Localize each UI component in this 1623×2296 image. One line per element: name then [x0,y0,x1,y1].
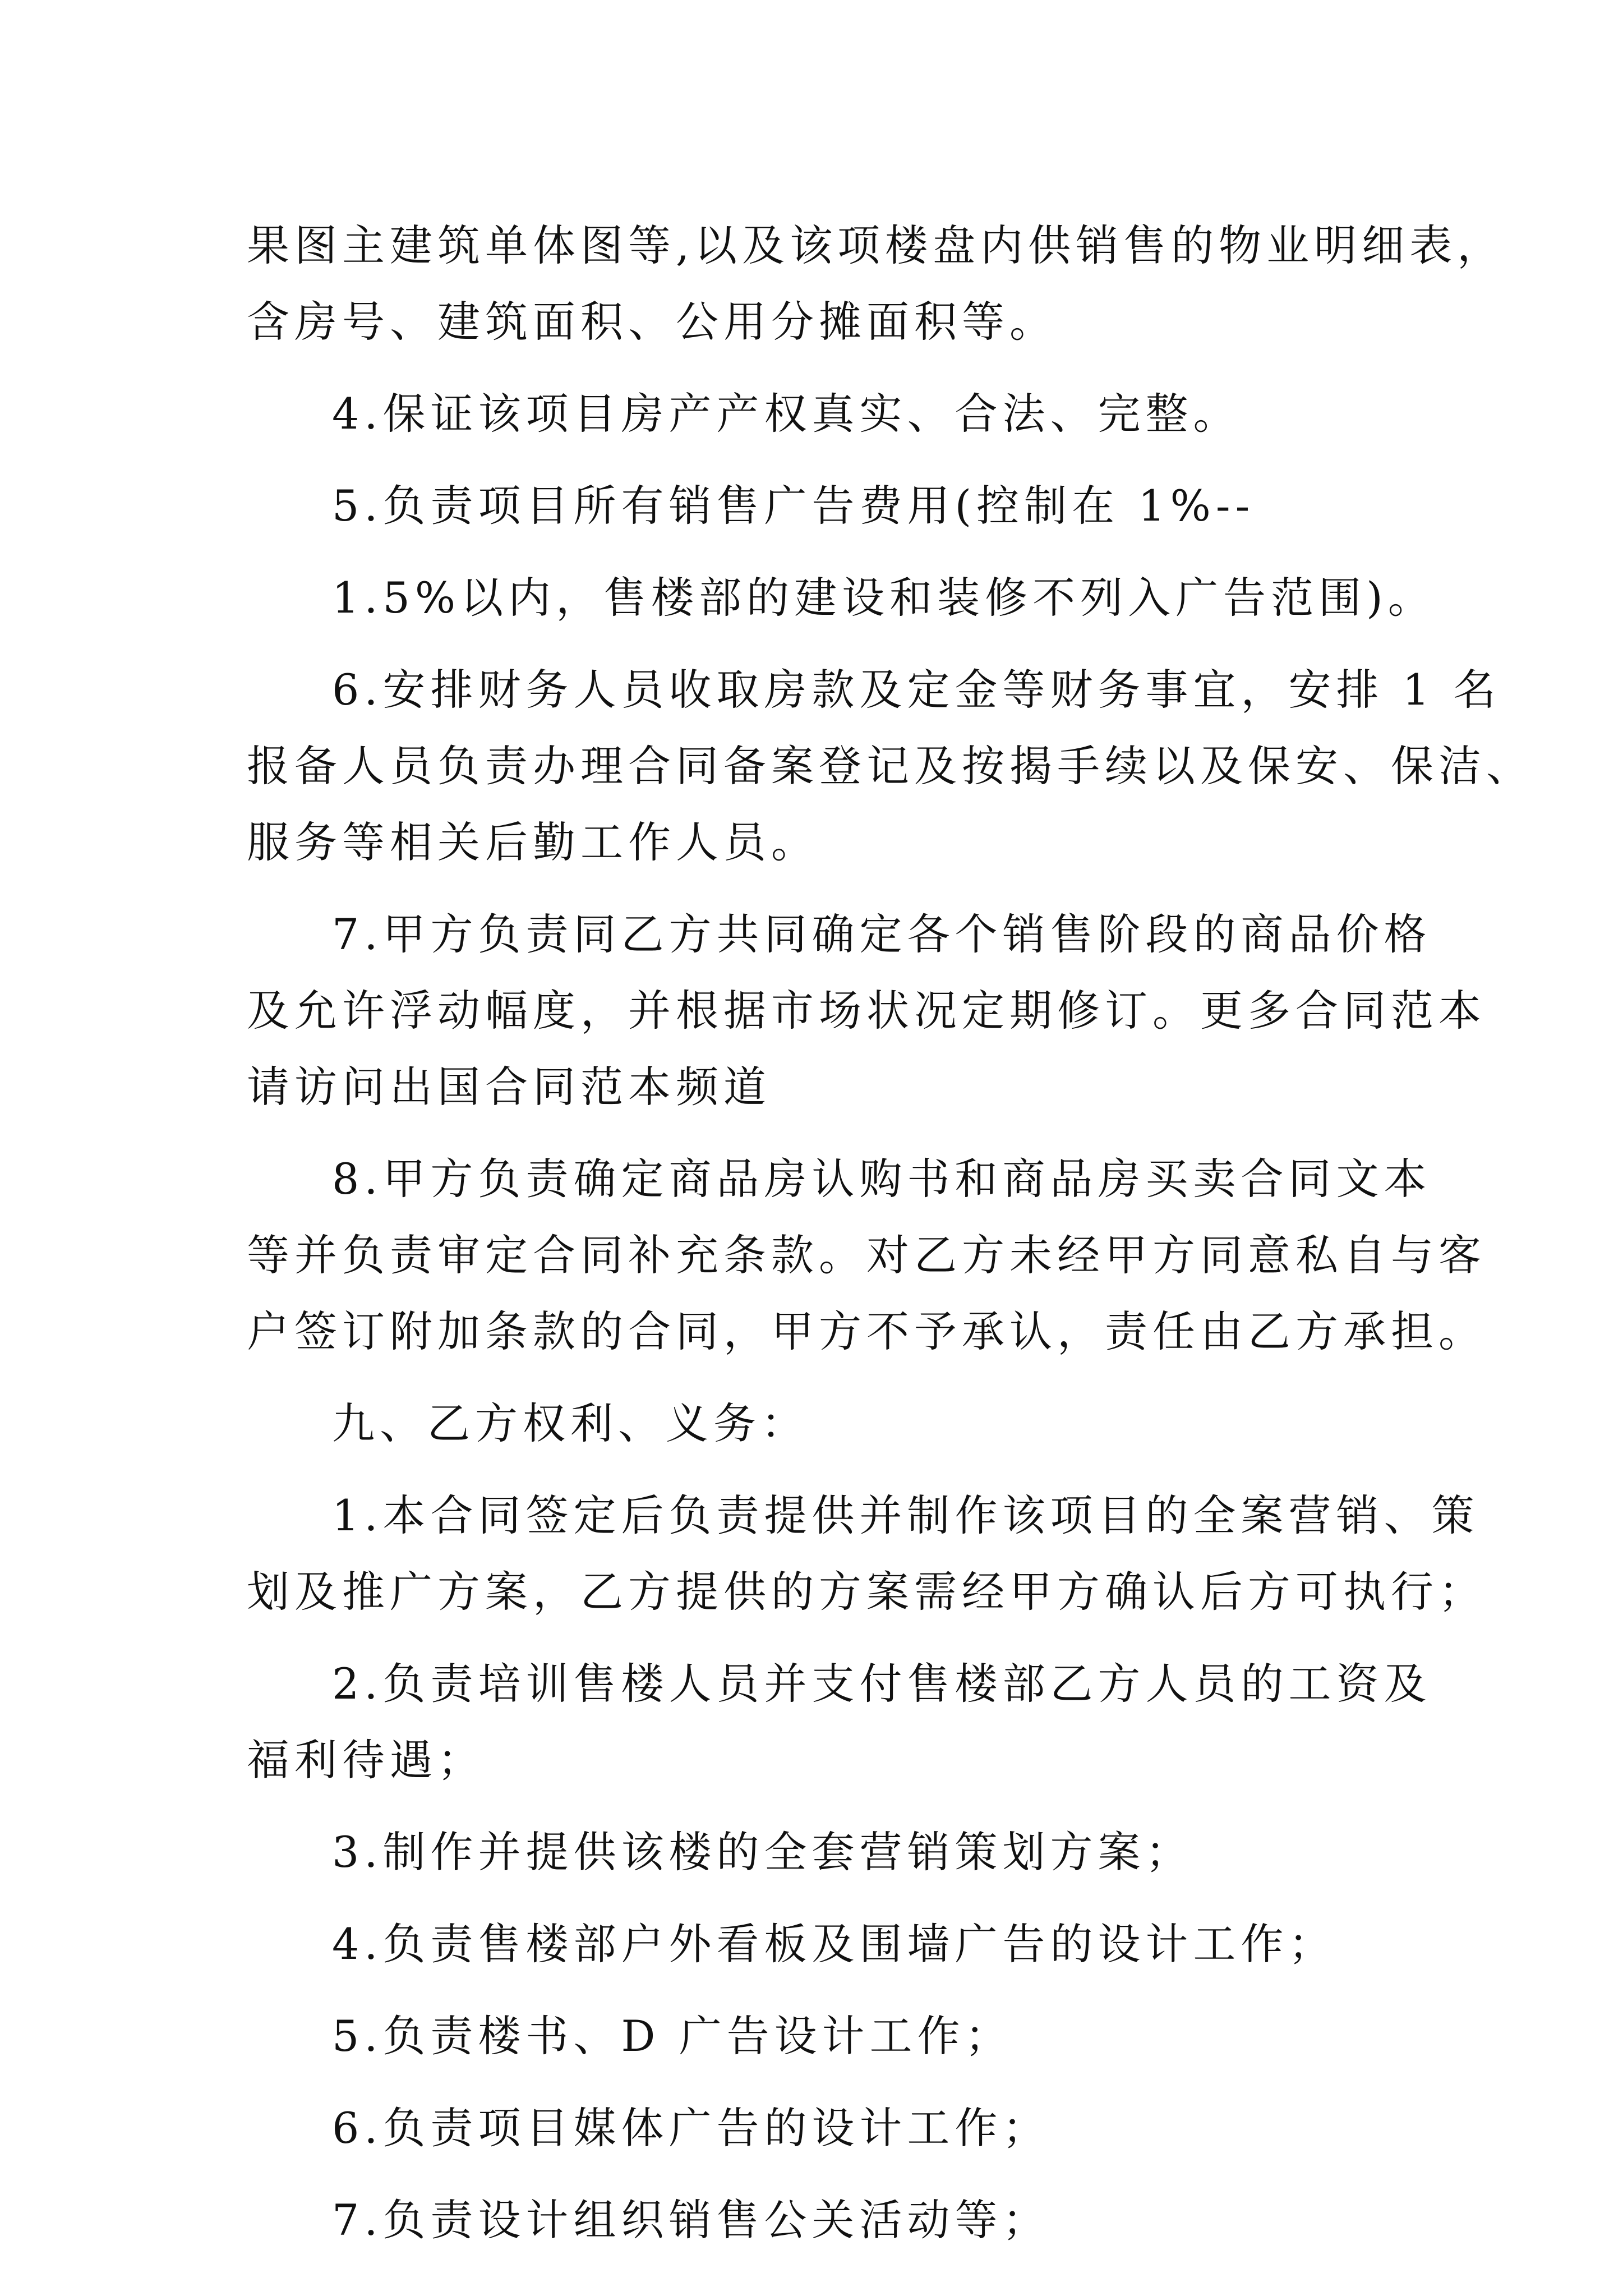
text-line: 服务等相关后勤工作人员。 [247,817,819,867]
text-line: 8.甲方负责确定商品房认购书和商品房买卖合同文本 [332,1154,1432,1204]
text-line: 4.保证该项目房产产权真实、合法、完整。 [332,389,1241,439]
text-line: 及允许浮动幅度，并根据市场状况定期修订。更多合同范本 [247,986,1486,1036]
text-line: 3.制作并提供该楼的全套营销策划方案； [332,1827,1193,1877]
section-heading: 九、乙方权利、义务： [332,1398,809,1448]
text-line: 5.负责楼书、D 广告设计工作； [332,2011,1013,2061]
text-line: 1.5%以内，售楼部的建设和装修不列入广告范围)。 [332,573,1436,623]
text-line: 6.安排财务人员收取房款及定金等财务事宜，安排 1 名 [332,665,1501,715]
text-line: 户签订附加条款的合同，甲方不予承认，责任由乙方承担。 [247,1306,1486,1356]
text-line: 请访问出国合同范本频道 [247,1062,771,1112]
text-line: 福利待遇； [247,1735,485,1785]
text-line: 7.甲方负责同乙方共同确定各个销售阶段的商品价格 [332,909,1432,959]
text-line: 划及推广方案，乙方提供的方案需经甲方确认后方可执行； [247,1567,1486,1617]
text-line: 2.负责培训售楼人员并支付售楼部乙方人员的工资及 [332,1659,1432,1709]
text-line: 1.本合同签定后负责提供并制作该项目的全案营销、策 [332,1490,1479,1540]
text-line: 5.负责项目所有销售广告费用(控制在 1%-- [332,481,1255,531]
document-body [247,208,1534,2258]
text-line: 6.负责项目媒体广告的设计工作； [332,2103,1050,2153]
text-line: 果图主建筑单体图等,以及该项楼盘内供销售的物业明细表， [247,220,1505,270]
text-line: 含房号、建筑面积、公用分摊面积等。 [247,297,1057,347]
text-line: 报备人员负责办理合同备案登记及按揭手续以及保安、保洁、 [247,741,1534,791]
text-line: 4.负责售楼部户外看板及围墙广告的设计工作； [332,1919,1336,1969]
text-line: 7.负责设计组织销售公关活动等； [332,2195,1050,2245]
text-line: 等并负责审定合同补充条款。对乙方未经甲方同意私自与客 [247,1230,1486,1280]
